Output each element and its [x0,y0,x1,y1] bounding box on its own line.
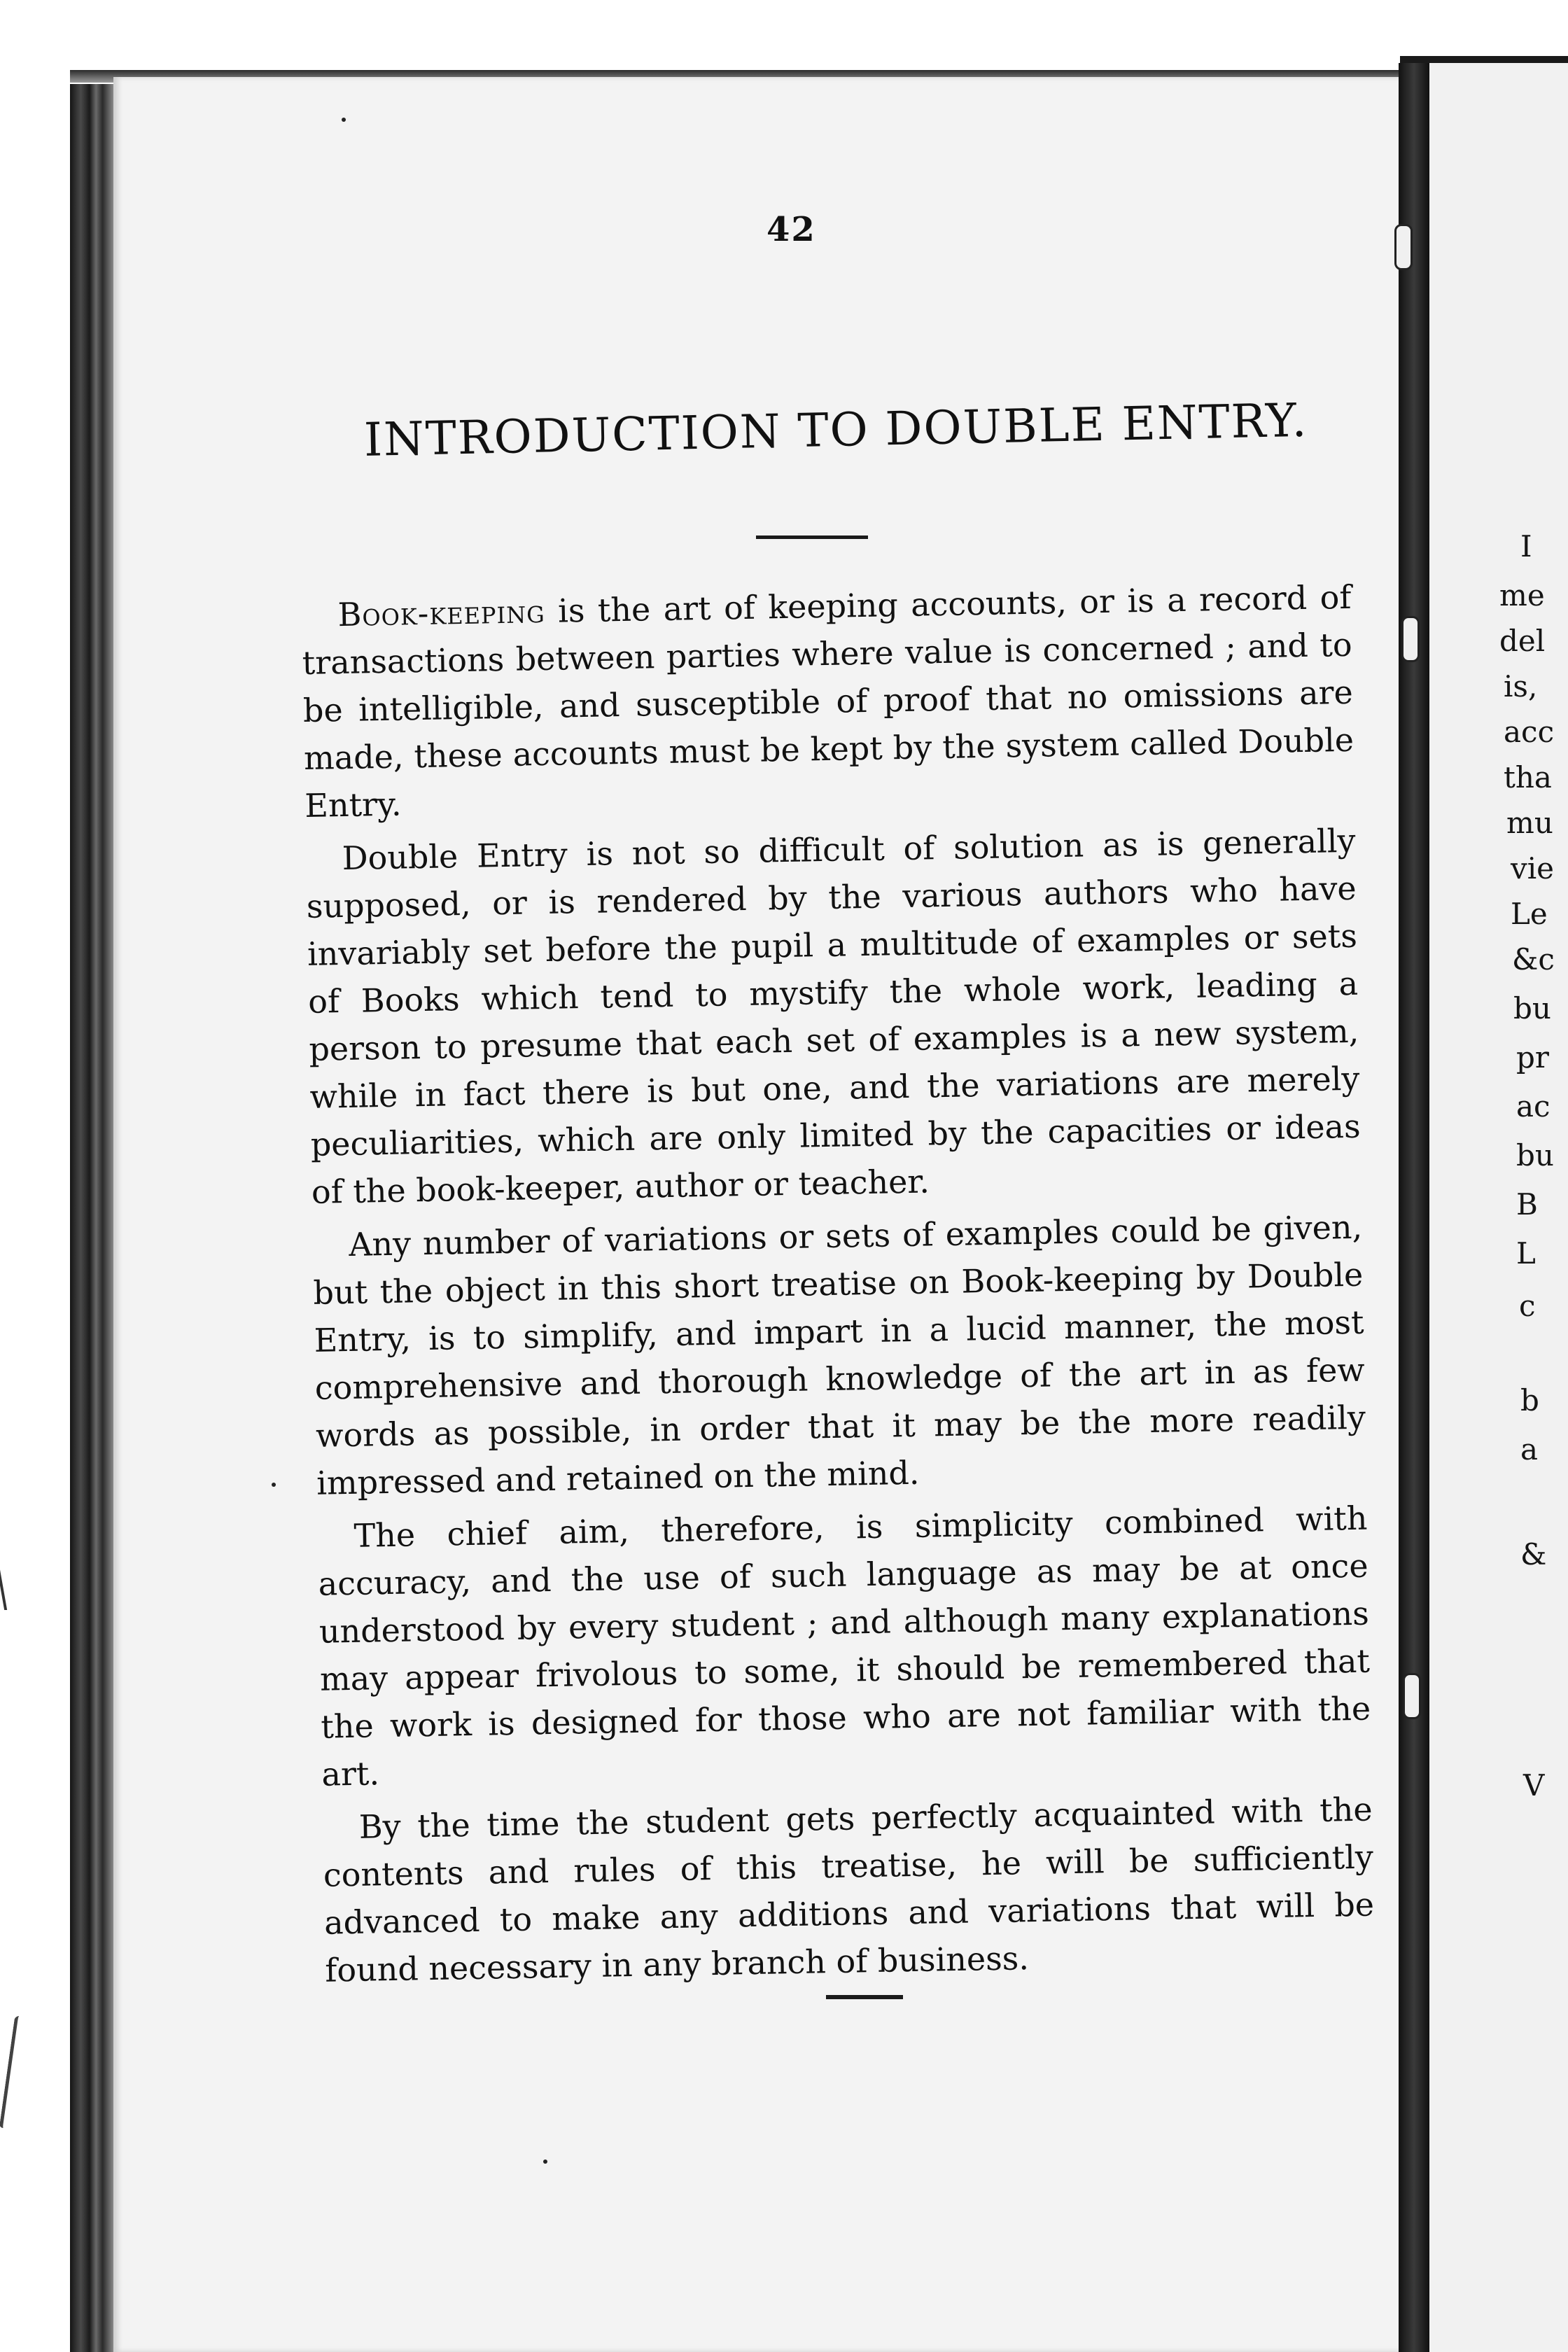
adjacent-page-fragment: V [1523,1768,1545,1802]
gutter-binding-mark [1403,1673,1421,1719]
paragraph [322,1786,1376,1994]
paragraph-text: Double Entry is not so difficult of solution as is generally supposed, or is rendered by the various authors who have invariably set before the pupil a multitude of examples or sets of Books which tend to mystify the whole work, leading a person to presume that each set of examples is a new system, while in fact there is but one, and the variations are merely peculiarities, which are only limited by the capacities or ideas of the book-keeper, author or teacher. [306,821,1362,1211]
paragraph-text: The chief aim, therefore, is simplicity combined with accuracy, and the use of such language as may be at once understood by every student ; and although many explanations may appear frivolous to some, it should be remembered that the work is designed for those who are not familiar with the art. [318,1499,1371,1793]
paragraph-text: By the time the student gets perfectly acquainted with the contents and rules of this treatise, he will be sufficiently advanced to make any additions and variations that will be found necessary in any branch of business. [323,1790,1375,1989]
adjacent-page-fragment: ac [1516,1089,1550,1124]
adjacent-page-fragment: I [1520,529,1532,564]
ink-speck [342,118,346,122]
book-spine-left [70,84,113,2352]
paragraph [317,1494,1372,1798]
title-rule [756,536,868,539]
paragraph [312,1203,1367,1507]
ink-mark [0,2016,36,2128]
adjacent-page-fragment: pr [1516,1040,1549,1074]
adjacent-page-fragment: me [1499,578,1545,612]
lead-term: Book-keeping [337,592,546,634]
adjacent-page-fragment: bu [1513,991,1551,1026]
adjacent-page-fragment: B [1516,1187,1538,1222]
adjacent-page-fragment: bu [1516,1138,1554,1172]
adjacent-page-fragment: & [1520,1537,1547,1572]
closing-rule [826,1995,903,1999]
body-text [301,573,1376,2000]
paragraph-text: Any number of variations or sets of examples could be given, but the object in this short treatise on Book-keeping by Double Entry, is to simplify, and impart in a lucid manner, the most comprehensive and thorough knowledge of the art in as few words as possible, in order that it may be the more readily impressed and retained on the mind. [313,1208,1366,1502]
paragraph-text: is the art of keeping accounts, or is a record of transactions between parties where value is concerned ; and to be intelligible, and susceptible of proof that no omissions are made, these accounts must be kept by the system called Double Entry. [302,578,1354,825]
adjacent-page-fragment: tha [1504,760,1552,794]
adjacent-page-fragment: a [1520,1432,1539,1466]
adjacent-page-fragment: c [1519,1289,1536,1323]
ink-mark [0,1561,13,1610]
chapter-title: INTRODUCTION TO DOUBLE ENTRY. [363,393,1309,467]
adjacent-page-fragment: del [1499,624,1546,658]
book-gutter-right [1399,63,1429,2352]
adjacent-page [1429,63,1568,2352]
paragraph [305,817,1362,1216]
adjacent-page-fragment: vie [1511,851,1555,886]
adjacent-page-fragment: b [1520,1383,1539,1418]
adjacent-page-fragment: mu [1506,806,1553,840]
gutter-binding-mark [1394,224,1413,270]
adjacent-page-fragment: acc [1504,715,1555,749]
ink-speck [543,2160,547,2164]
page-number: 42 [766,210,816,249]
gutter-binding-mark [1401,616,1420,662]
paragraph [301,573,1355,830]
adjacent-page-fragment: &c [1512,942,1555,976]
adjacent-page-fragment: is, [1504,669,1538,704]
adjacent-page-fragment: L [1516,1236,1536,1270]
left-scan-margin [0,0,70,2352]
ink-speck [272,1483,276,1487]
adjacent-page-fragment: Le [1511,897,1548,931]
